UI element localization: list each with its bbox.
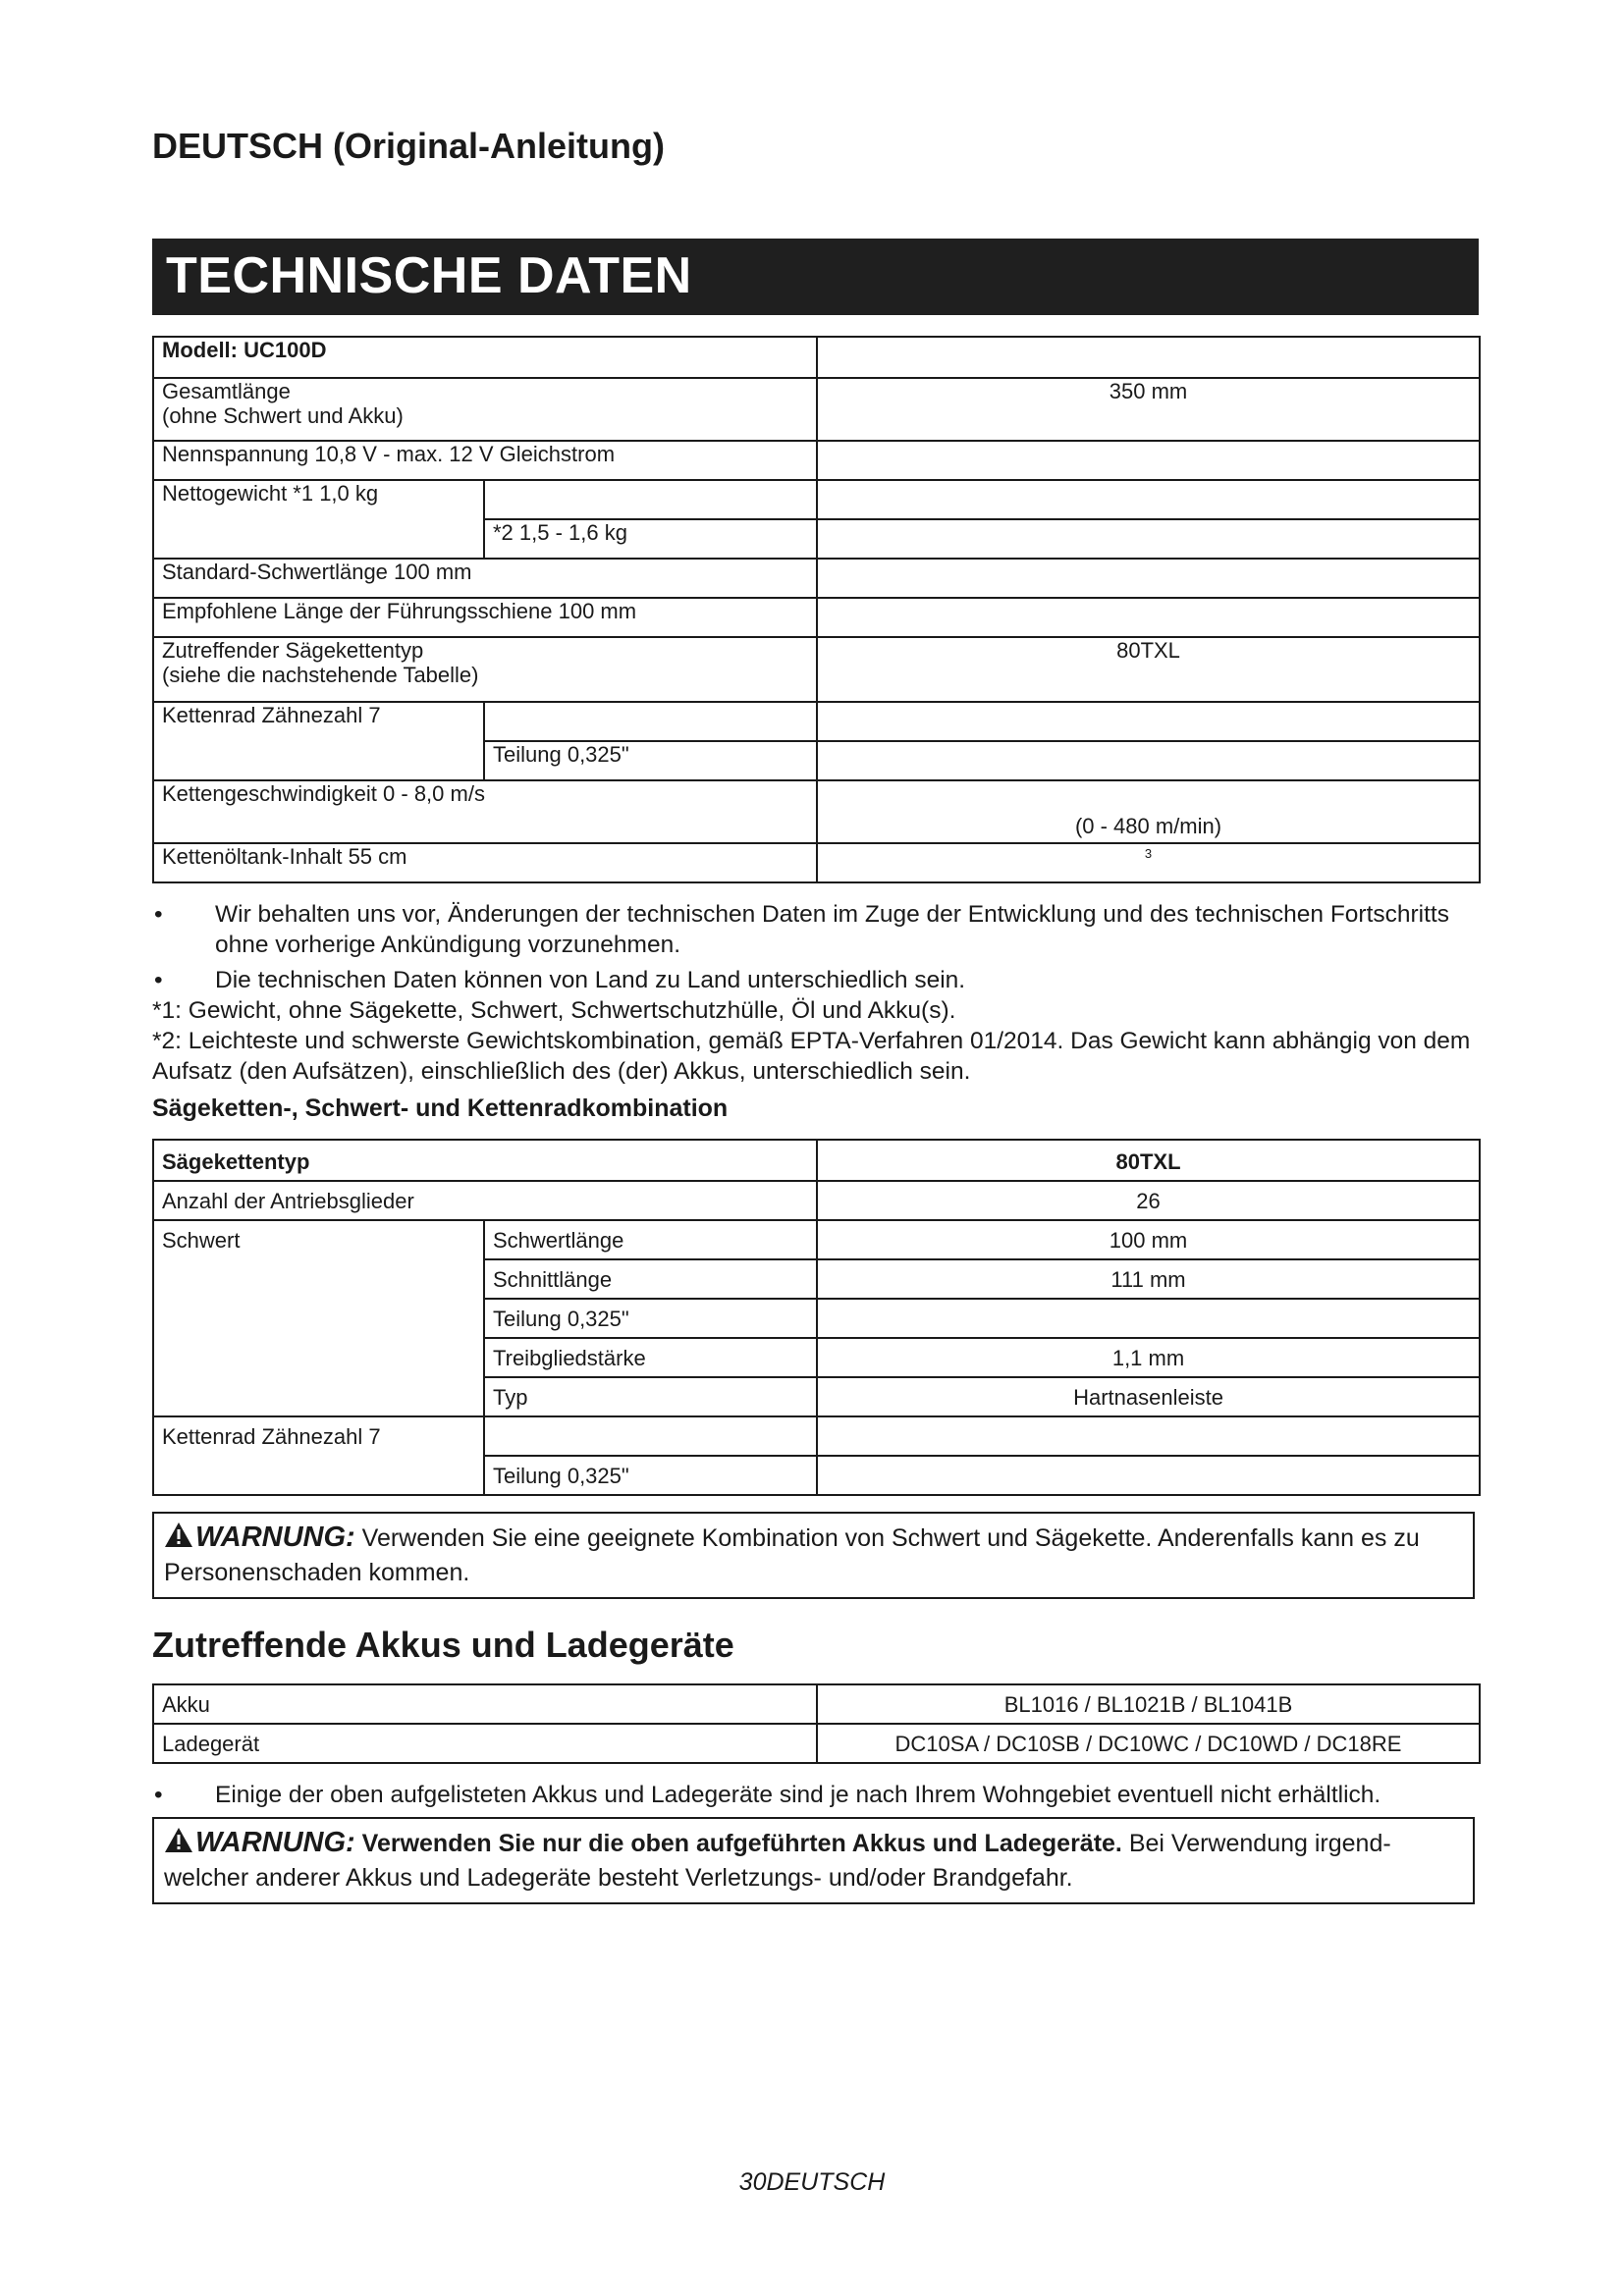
bullet-glyph: • [154, 1782, 163, 1808]
type-label: Typ [484, 1377, 817, 1416]
warning-text: Verwenden Sie eine geeignete Kombination von Schwert und Sägekette. Anderenfalls kann es zu Personenschaden kommen. [164, 1524, 1420, 1586]
chain-type-value: 80TXL [817, 637, 1480, 702]
blank-cell [817, 741, 1480, 780]
blank-cell [484, 1416, 817, 1456]
sprocket-teeth: Kettenrad Zähnezahl 7 [153, 702, 484, 780]
availability-note [152, 1780, 1479, 1810]
batteries-heading: Zutreffende Akkus und Ladegeräte [152, 1625, 734, 1665]
warning-box [152, 1512, 1475, 1599]
section-banner-title: TECHNISCHE DATEN [166, 247, 692, 304]
net-weight-1: Nettogewicht *1 1,0 kg [153, 480, 484, 559]
sprocket-label: Kettenrad Zähnezahl 7 [153, 1416, 484, 1495]
warning-triangle-icon [164, 1522, 193, 1557]
charger-value: DC10SA / DC10SB / DC10WC / DC10WD / DC18RE [817, 1724, 1480, 1763]
drive-links-value: 26 [817, 1181, 1480, 1220]
combo-header-value: 80TXL [817, 1140, 1480, 1181]
standard-bar-length: Standard-Schwertlänge 100 mm [153, 559, 817, 598]
bullet-glyph: • [154, 967, 163, 993]
sprocket-pitch: Teilung 0,325" [484, 1456, 817, 1495]
blank-cell [484, 480, 817, 519]
blank-cell [817, 559, 1480, 598]
oil-tank: Kettenöltank-Inhalt 55 cm [153, 843, 817, 882]
list-item: • Wir behalten uns vor, Änderungen der technischen Daten im Zuge der Entwicklung und des technischen Fortschritts ohne vorherige Ankündigung vorzunehmen. [154, 901, 1449, 958]
gauge-value: 1,1 mm [817, 1338, 1480, 1377]
combo-table [152, 1139, 1481, 1496]
warning-box [152, 1817, 1475, 1904]
bar-length-value: 100 mm [817, 1220, 1480, 1259]
drive-links-label: Anzahl der Antriebsglieder [153, 1181, 817, 1220]
pitch-label: Teilung 0,325" [484, 1299, 817, 1338]
recommended-guide-bar: Empfohlene Länge der Führungsschiene 100 mm [153, 598, 817, 637]
blank-cell [817, 598, 1480, 637]
blank-cell [817, 702, 1480, 741]
cut-length-value: 111 mm [817, 1259, 1480, 1299]
blank-cell [817, 441, 1480, 480]
type-value: Hartnasenleiste [817, 1377, 1480, 1416]
battery-value: BL1016 / BL1021B / BL1041B [817, 1684, 1480, 1724]
sprocket-pitch: Teilung 0,325" [484, 741, 817, 780]
model-cell: Modell: UC100D [153, 337, 817, 378]
warning-text: Bei Verwendung irgend-welcher anderer Akkus und Ladegeräte besteht Verletzungs- und/oder Brandgefahr. [164, 1830, 1391, 1892]
chain-speed: Kettengeschwindigkeit 0 - 8,0 m/s [153, 780, 817, 843]
cut-length-label: Schnittlänge [484, 1259, 817, 1299]
bar-length-label: Schwertlänge [484, 1220, 817, 1259]
overall-length-label: Gesamtlänge (ohne Schwert und Akku) [153, 378, 817, 441]
chain-type-label: Zutreffender Sägekettentyp (siehe die nachstehende Tabelle) [153, 637, 817, 702]
chain-speed-value: (0 - 480 m/min) [817, 780, 1480, 843]
battery-label: Akku [153, 1684, 817, 1724]
spec-table [152, 336, 1481, 883]
combo-heading: Sägeketten-, Schwert- und Kettenradkombination [152, 1095, 729, 1122]
charger-label: Ladegerät [153, 1724, 817, 1763]
blank-cell [817, 1456, 1480, 1495]
rated-voltage: Nennspannung 10,8 V - max. 12 V Gleichstrom [153, 441, 817, 480]
blank-cell [817, 1416, 1480, 1456]
blank-cell [817, 1299, 1480, 1338]
battery-table [152, 1683, 1481, 1764]
footnote-2: *2: Leichteste und schwerste Gewichtskombination, gemäß EPTA-Verfahren 01/2014. Das Gewicht kann abhängig von dem Aufsatz (den Aufsätzen), einschließlich des (der) Akkus, unterschiedlich sein. [152, 1028, 1471, 1085]
net-weight-2: *2 1,5 - 1,6 kg [484, 519, 817, 559]
blank-cell [817, 519, 1480, 559]
oil-tank-superscript: 3 [817, 843, 1480, 882]
language-title: DEUTSCH (Original-Anleitung) [152, 126, 665, 166]
warning-label: WARNUNG: [195, 1827, 355, 1858]
bar-label: Schwert [153, 1220, 484, 1416]
blank-cell [484, 702, 817, 741]
warning-triangle-icon [164, 1827, 193, 1862]
warning-label: WARNUNG: [195, 1522, 355, 1553]
list-item: • Einige der oben aufgelisteten Akkus und Ladegeräte sind je nach Ihrem Wohngebiet eventuell nicht erhältlich. [154, 1782, 1381, 1808]
gauge-label: Treibgliedstärke [484, 1338, 817, 1377]
overall-length-value: 350 mm [817, 378, 1480, 441]
notes [152, 899, 1479, 1087]
warning-bold-text: Verwenden Sie nur die oben aufgeführten Akkus und Ladegeräte. [361, 1830, 1122, 1857]
list-item: • Die technischen Daten können von Land zu Land unterschiedlich sein. [154, 967, 966, 993]
footnote-1: *1: Gewicht, ohne Sägekette, Schwert, Schwertschutzhülle, Öl und Akku(s). [152, 997, 956, 1024]
section-banner [152, 239, 1479, 315]
bullet-glyph: • [154, 901, 163, 928]
combo-header-label: Sägekettentyp [153, 1140, 817, 1181]
page-footer: 30DEUTSCH [738, 2168, 886, 2196]
blank-cell [817, 337, 1480, 378]
blank-cell [817, 480, 1480, 519]
